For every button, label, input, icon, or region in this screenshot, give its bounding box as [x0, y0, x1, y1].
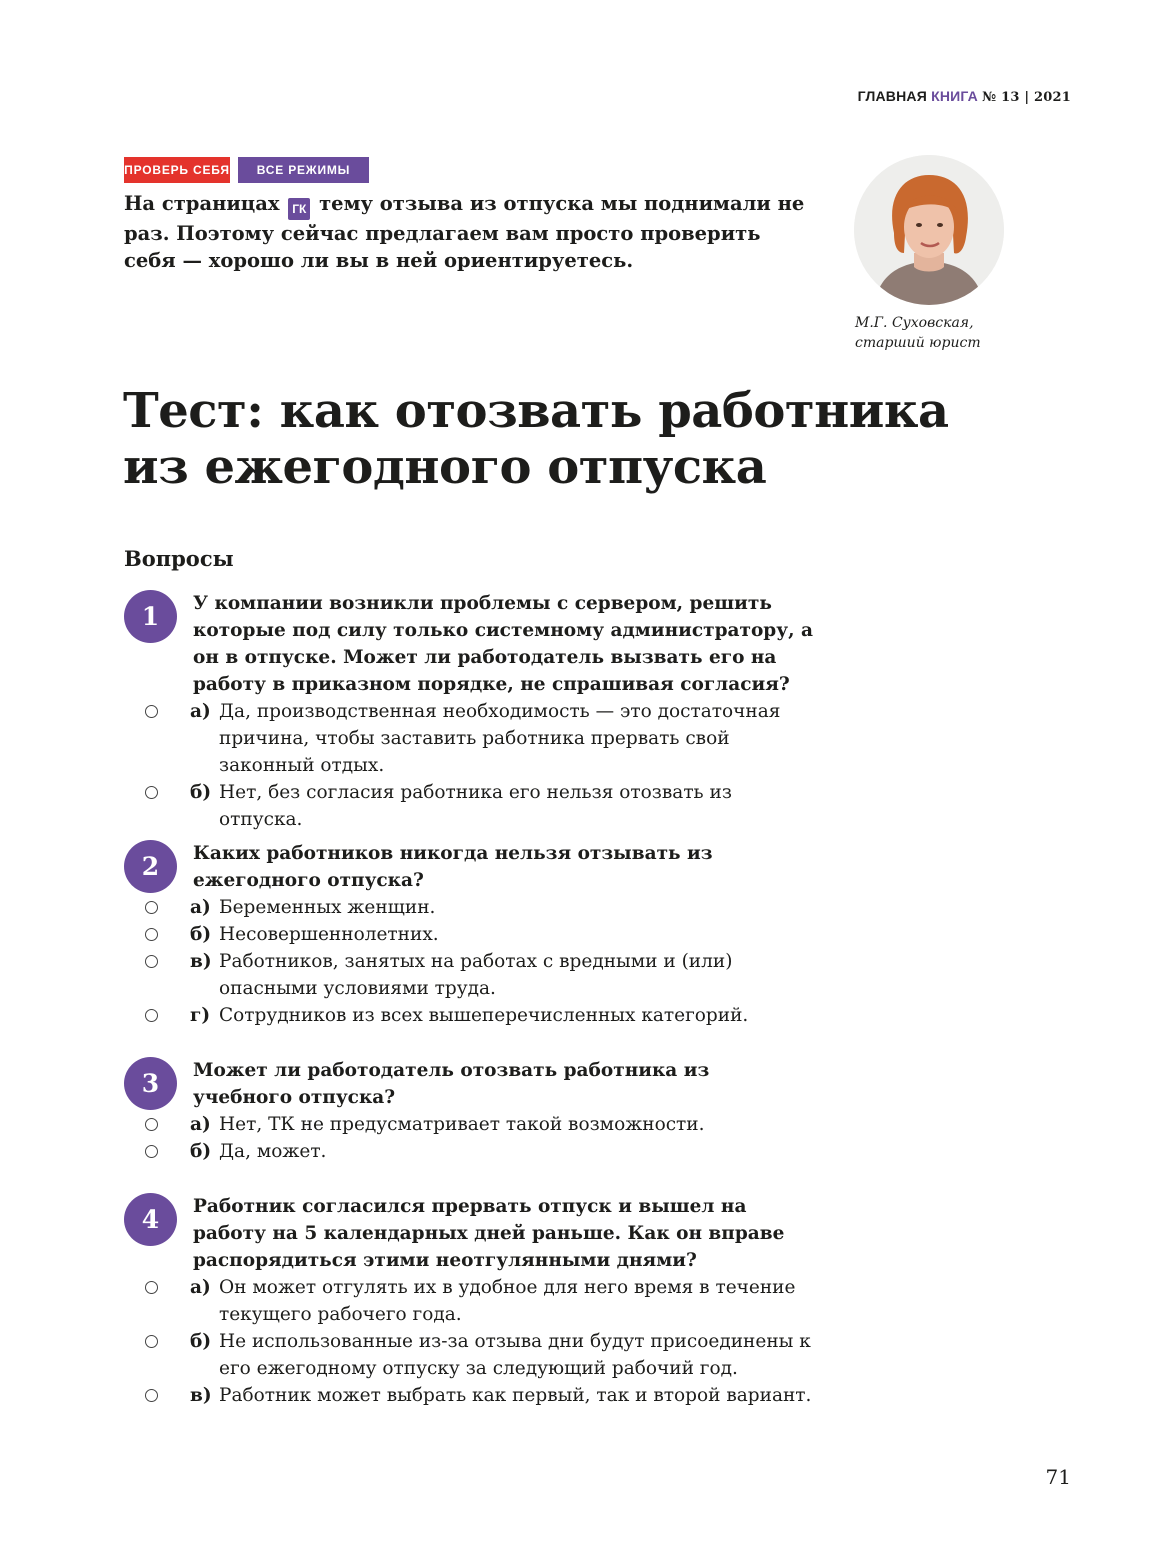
option-text: Сотрудников из всех вышеперечисленных категорий.: [219, 1005, 749, 1026]
radio-icon[interactable]: [145, 1009, 158, 1022]
question-number-badge: 4: [124, 1193, 177, 1246]
question-text: Работник согласился прервать отпуск и вышел на работу на 5 календарных дней раньше. Как он вправе распорядиться этими неотгулянными днями?: [193, 1196, 785, 1271]
answer-option[interactable]: [190, 1274, 814, 1328]
radio-icon[interactable]: [145, 1281, 158, 1294]
radio-icon[interactable]: [145, 1118, 158, 1131]
author-caption: [855, 313, 1055, 353]
gk-logo-icon: ГК: [288, 198, 310, 220]
question-text: Может ли работодатель отозвать работника из учебного отпуска?: [193, 1060, 710, 1108]
magazine-header: [858, 88, 1071, 105]
lead-text-end: тему отзыва из отпуска мы поднимали не раз. Поэтому сейчас предлагаем вам просто проверить себя — хорошо ли вы в ней ориентируетесь.: [124, 192, 805, 272]
answer-option[interactable]: [190, 1328, 814, 1382]
question-4: [124, 1193, 814, 1409]
question-number-badge: 3: [124, 1057, 177, 1110]
tag-all-regimes: ВСЕ РЕЖИМЫ: [238, 157, 369, 183]
option-text: Нет, без согласия работника его нельзя отозвать из отпуска.: [219, 782, 732, 830]
option-letter: в): [190, 1385, 212, 1406]
option-letter: б): [190, 1331, 212, 1352]
option-letter: а): [190, 897, 211, 918]
issue-number: № 13 | 2021: [982, 90, 1071, 105]
radio-icon[interactable]: [145, 1335, 158, 1348]
answer-option[interactable]: [190, 1382, 814, 1409]
option-text: Да, производственная необходимость — это достаточная причина, чтобы заставить работника прервать свой законный отдых.: [219, 701, 781, 776]
answer-option[interactable]: [190, 1002, 814, 1029]
category-tags: [124, 157, 369, 183]
question-number-badge: 2: [124, 840, 177, 893]
radio-icon[interactable]: [145, 1389, 158, 1402]
option-letter: б): [190, 1141, 212, 1162]
option-text: Работников, занятых на работах с вредными и (или) опасными условиями труда.: [219, 951, 733, 999]
radio-icon[interactable]: [145, 705, 158, 718]
question-2: [124, 840, 814, 1029]
option-text: Несовершеннолетних.: [219, 924, 439, 945]
author-photo: [854, 155, 1004, 305]
option-letter: в): [190, 951, 212, 972]
answer-option[interactable]: [190, 1111, 814, 1138]
option-letter: а): [190, 701, 211, 722]
option-text: Беременных женщин.: [219, 897, 436, 918]
lead-text-start: На страницах: [124, 192, 280, 215]
radio-icon[interactable]: [145, 901, 158, 914]
article-title: [123, 383, 1023, 495]
radio-icon[interactable]: [145, 928, 158, 941]
option-text: Он может отгулять их в удобное для него время в течение текущего рабочего года.: [219, 1277, 796, 1325]
option-letter: б): [190, 924, 212, 945]
answer-option[interactable]: [190, 921, 814, 948]
option-text: Работник может выбрать как первый, так и второй вариант.: [219, 1385, 812, 1406]
option-letter: г): [190, 1005, 211, 1026]
answer-option[interactable]: [190, 1138, 814, 1165]
author-name: М.Г. Суховская,: [855, 315, 974, 331]
option-letter: а): [190, 1277, 211, 1298]
lead-paragraph: [124, 190, 814, 274]
page-number: 71: [1045, 1465, 1071, 1489]
option-letter: а): [190, 1114, 211, 1135]
option-text: Нет, ТК не предусматривает такой возможности.: [219, 1114, 705, 1135]
question-text: Каких работников никогда нельзя отзывать из ежегодного отпуска?: [193, 843, 713, 891]
questions-heading: Вопросы: [124, 546, 234, 571]
title-line-1: Тест: как отозвать работника: [123, 383, 949, 439]
question-number-badge: 1: [124, 590, 177, 643]
tag-check-yourself: ПРОВЕРЬ СЕБЯ: [124, 157, 230, 183]
answer-option[interactable]: [190, 698, 814, 779]
question-text: У компании возникли проблемы с сервером, решить которые под силу только системному администратору, а он в отпуске. Может ли работодатель вызвать его на работу в приказном порядке, не спрашивая согласия?: [193, 593, 813, 695]
brand-name-part1: ГЛАВНАЯ: [857, 88, 927, 104]
radio-icon[interactable]: [145, 955, 158, 968]
brand-name-part2: КНИГА: [931, 88, 978, 104]
answer-option[interactable]: [190, 948, 814, 1002]
title-line-2: из ежегодного отпуска: [123, 439, 767, 495]
option-text: Да, может.: [219, 1141, 327, 1162]
option-letter: б): [190, 782, 212, 803]
question-1: [124, 590, 814, 833]
author-position: старший юрист: [855, 335, 981, 351]
radio-icon[interactable]: [145, 786, 158, 799]
option-text: Не использованные из-за отзыва дни будут присоединены к его ежегодному отпуску за следующий рабочий год.: [219, 1331, 811, 1379]
answer-option[interactable]: [190, 894, 814, 921]
radio-icon[interactable]: [145, 1145, 158, 1158]
answer-option[interactable]: [190, 779, 814, 833]
question-3: [124, 1057, 814, 1165]
